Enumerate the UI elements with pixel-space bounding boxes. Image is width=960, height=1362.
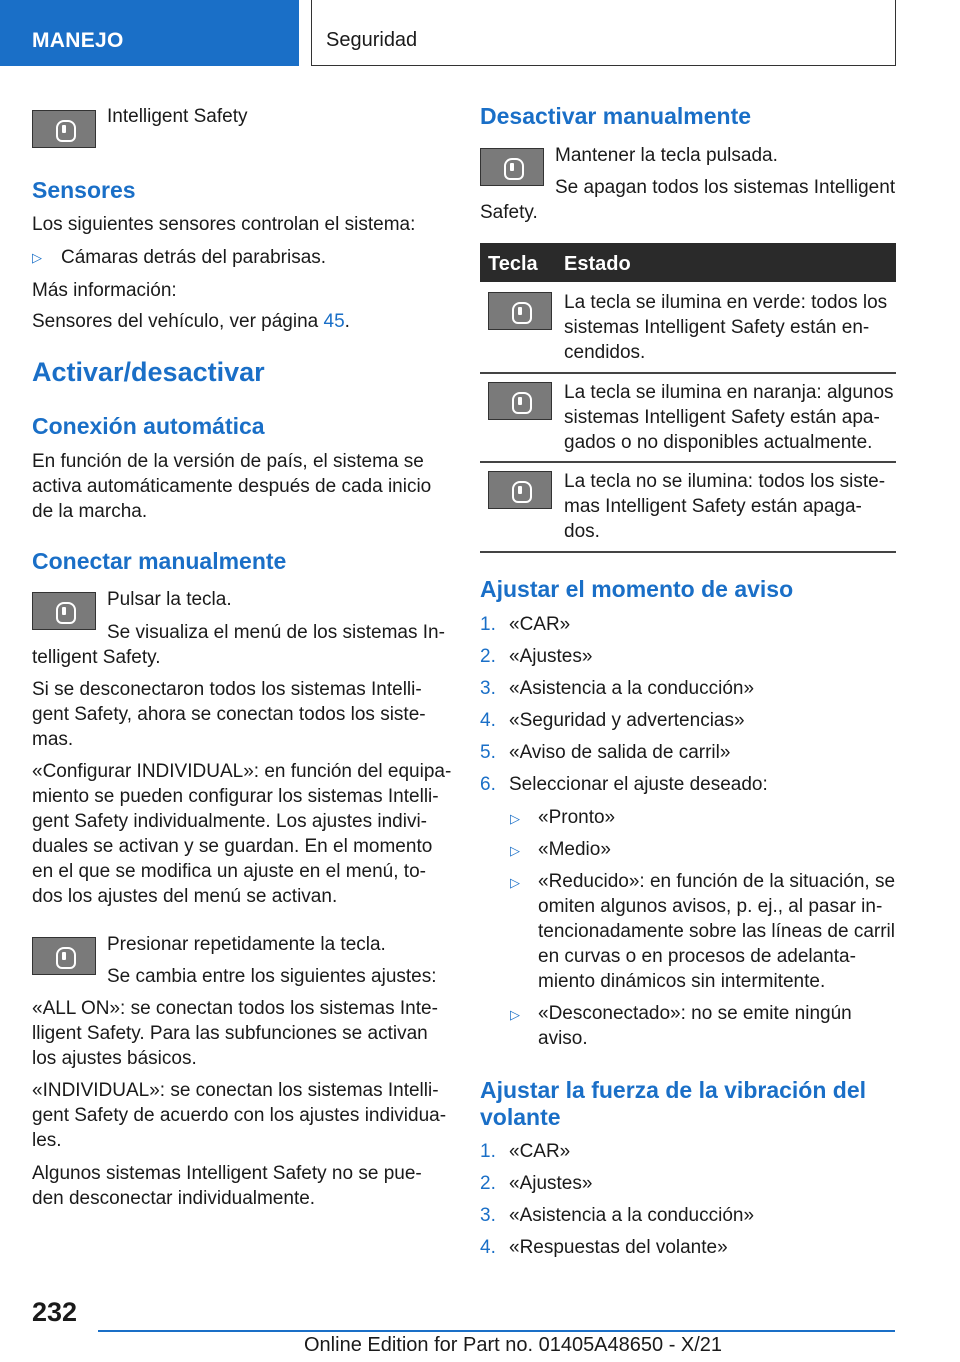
- conf-line-3: gent Safety individualmente. Los ajustes indivi-: [32, 811, 428, 832]
- step-text: «Seguridad y advertencias»: [509, 710, 745, 731]
- option-reducido-line-4: en curvas o en procesos de adelanta-: [538, 946, 856, 967]
- pulsar-text: Pulsar la tecla.: [107, 589, 232, 610]
- intelligent-safety-key-icon: [32, 110, 96, 148]
- apagan-line-2: Safety.: [480, 202, 538, 223]
- reference-text: Sensores del vehículo, ver página: [32, 311, 324, 332]
- intelligent-safety-key-icon: [32, 937, 96, 975]
- step-number: 6.: [480, 774, 496, 795]
- conf-line-5: en el que se modifica un ajuste en el menú, to-: [32, 861, 426, 882]
- key-caption: Intelligent Safety: [107, 106, 248, 127]
- step-text: «Aviso de salida de carril»: [509, 742, 731, 763]
- mantener-text: Mantener la tecla pulsada.: [555, 145, 778, 166]
- vibracion-heading-line-2: volante: [480, 1104, 561, 1130]
- step-number: 4.: [480, 710, 496, 731]
- step-number: 1.: [480, 1141, 496, 1162]
- conexion-line-2: activa automáticamente después de cada inicio: [32, 476, 432, 497]
- option-reducido-line-2: omiten algunos avisos, p. ej., al pasar in-: [538, 896, 883, 917]
- step-text: «Asistencia a la conducción»: [509, 1205, 755, 1226]
- header-chapter-label: Seguridad: [326, 29, 418, 51]
- step-text: «Ajustes»: [509, 646, 593, 667]
- step-text: «CAR»: [509, 614, 571, 635]
- algunos-line-1: Algunos sistemas Intelligent Safety no se pue-: [32, 1163, 422, 1184]
- individual-line-3: les.: [32, 1130, 62, 1151]
- header-section-tab: [0, 0, 299, 66]
- individual-line-1: «INDIVIDUAL»: se conectan los sistemas Intelli-: [32, 1080, 439, 1101]
- step-text: «Asistencia a la conducción»: [509, 678, 755, 699]
- step-number: 1.: [480, 614, 496, 635]
- table-row-divider: [480, 372, 896, 374]
- apagan-line-1: Se apagan todos los sistemas Intelligent: [555, 177, 896, 198]
- footer-rule: [98, 1330, 895, 1332]
- individual-line-2: gent Safety de acuerdo con los ajustes individua-: [32, 1105, 447, 1126]
- conexion-line-3: de la marcha.: [32, 501, 148, 522]
- si-line-1: Si se desconectaron todos los sistemas Intelli-: [32, 679, 422, 700]
- visualiza-line-1: Se visualiza el menú de los sistemas In-: [107, 622, 445, 643]
- presionar-text: Presionar repetidamente la tecla.: [107, 934, 386, 955]
- conf-line-1: «Configurar INDIVIDUAL»: en función del equipa-: [32, 761, 452, 782]
- step-number: 5.: [480, 742, 496, 763]
- allon-line-3: los ajustes básicos.: [32, 1048, 197, 1069]
- cambia-text: Se cambia entre los siguientes ajustes:: [107, 966, 437, 987]
- bullet-triangle-icon: ▷: [32, 250, 42, 265]
- visualiza-line-2: telligent Safety.: [32, 647, 161, 668]
- bullet-triangle-icon: ▷: [510, 1007, 520, 1022]
- desactivar-heading: Desactivar manualmente: [480, 103, 752, 129]
- table-row-3-line-1: La tecla no se ilumina: todos los siste-: [564, 471, 886, 492]
- allon-line-1: «ALL ON»: se conectan todos los sistemas Inte-: [32, 998, 438, 1019]
- table-row-1-line-2: sistemas Intelligent Safety están en-: [564, 317, 870, 338]
- table-col-state: Estado: [564, 253, 631, 275]
- page-link[interactable]: 45: [323, 311, 345, 332]
- table-bottom-border: [480, 551, 896, 553]
- si-line-3: mas.: [32, 729, 74, 750]
- activar-heading: Activar/desactivar: [32, 357, 265, 387]
- option-reducido-line-5: miento dinámicos sin intermitente.: [538, 971, 826, 992]
- intelligent-safety-key-icon: [488, 471, 552, 509]
- option-medio: «Medio»: [538, 839, 611, 860]
- intelligent-safety-key-icon: [488, 382, 552, 420]
- table-row-2-line-3: gados o no disponibles actualmente.: [564, 432, 873, 453]
- step-text: «Respuestas del volante»: [509, 1237, 728, 1258]
- option-desconectado-line-1: «Desconectado»: no se emite ningún: [538, 1003, 852, 1024]
- step-number: 3.: [480, 678, 496, 699]
- footer-edition: Online Edition for Part no. 01405A48650 - X/21: [304, 1334, 723, 1356]
- sensores-intro: Los siguientes sensores controlan el sistema:: [32, 214, 416, 235]
- table-row-3-line-2: mas Intelligent Safety están apaga-: [564, 496, 862, 517]
- si-line-2: gent Safety, ahora se conectan todos los siste-: [32, 704, 426, 725]
- header-chapter-tab: [311, 0, 896, 66]
- option-pronto: «Pronto»: [538, 807, 616, 828]
- mas-info-label: Más información:: [32, 280, 177, 301]
- algunos-line-2: den desconectar individualmente.: [32, 1188, 316, 1209]
- step-number: 2.: [480, 646, 496, 667]
- bullet-triangle-icon: ▷: [510, 843, 520, 858]
- step-number: 3.: [480, 1205, 496, 1226]
- reference-end: .: [344, 311, 350, 332]
- step-text: Seleccionar el ajuste deseado:: [509, 774, 768, 795]
- conf-line-6: dos los ajustes del menú se activan.: [32, 886, 338, 907]
- vibracion-heading-line-1: Ajustar la fuerza de la vibración del: [480, 1077, 867, 1103]
- table-row-2-line-2: sistemas Intelligent Safety están apa-: [564, 407, 880, 428]
- step-number: 2.: [480, 1173, 496, 1194]
- aviso-heading: Ajustar el momento de aviso: [480, 576, 794, 602]
- step-number: 4.: [480, 1237, 496, 1258]
- sensores-reference: [32, 309, 350, 334]
- step-text: «CAR»: [509, 1141, 571, 1162]
- allon-line-2: lligent Safety. Para las subfunciones se activan: [32, 1023, 428, 1044]
- header-section-label: MANEJO: [32, 29, 124, 52]
- conf-line-2: miento se pueden configurar los sistemas Intelli-: [32, 786, 439, 807]
- status-table-header: [480, 243, 896, 282]
- conectar-heading: Conectar manualmente: [32, 548, 287, 574]
- option-desconectado-line-2: aviso.: [538, 1028, 588, 1049]
- sensores-heading: Sensores: [32, 177, 136, 203]
- bullet-triangle-icon: ▷: [510, 875, 520, 890]
- step-text: «Ajustes»: [509, 1173, 593, 1194]
- option-reducido-line-3: tencionadamente sobre las líneas de carril: [538, 921, 895, 942]
- intelligent-safety-key-icon: [480, 148, 544, 186]
- intelligent-safety-key-icon: [32, 592, 96, 630]
- conexion-line-1: En función de la versión de país, el sistema se: [32, 451, 424, 472]
- intelligent-safety-key-icon: [488, 292, 552, 330]
- page-number: 232: [32, 1297, 78, 1327]
- conexion-heading: Conexión automática: [32, 413, 265, 439]
- table-row-2-line-1: La tecla se ilumina en naranja: algunos: [564, 382, 894, 403]
- sensores-item-text: Cámaras detrás del parabrisas.: [61, 247, 327, 268]
- table-row-1-line-3: cendidos.: [564, 342, 646, 363]
- option-reducido-line-1: «Reducido»: en función de la situación, se: [538, 871, 896, 892]
- bullet-triangle-icon: ▷: [510, 811, 520, 826]
- table-row-1-line-1: La tecla se ilumina en verde: todos los: [564, 292, 888, 313]
- table-col-key: Tecla: [488, 253, 538, 275]
- conf-line-4: duales se activan y se guardan. En el momento: [32, 836, 433, 857]
- table-row-divider: [480, 461, 896, 463]
- table-row-3-line-3: dos.: [564, 521, 600, 542]
